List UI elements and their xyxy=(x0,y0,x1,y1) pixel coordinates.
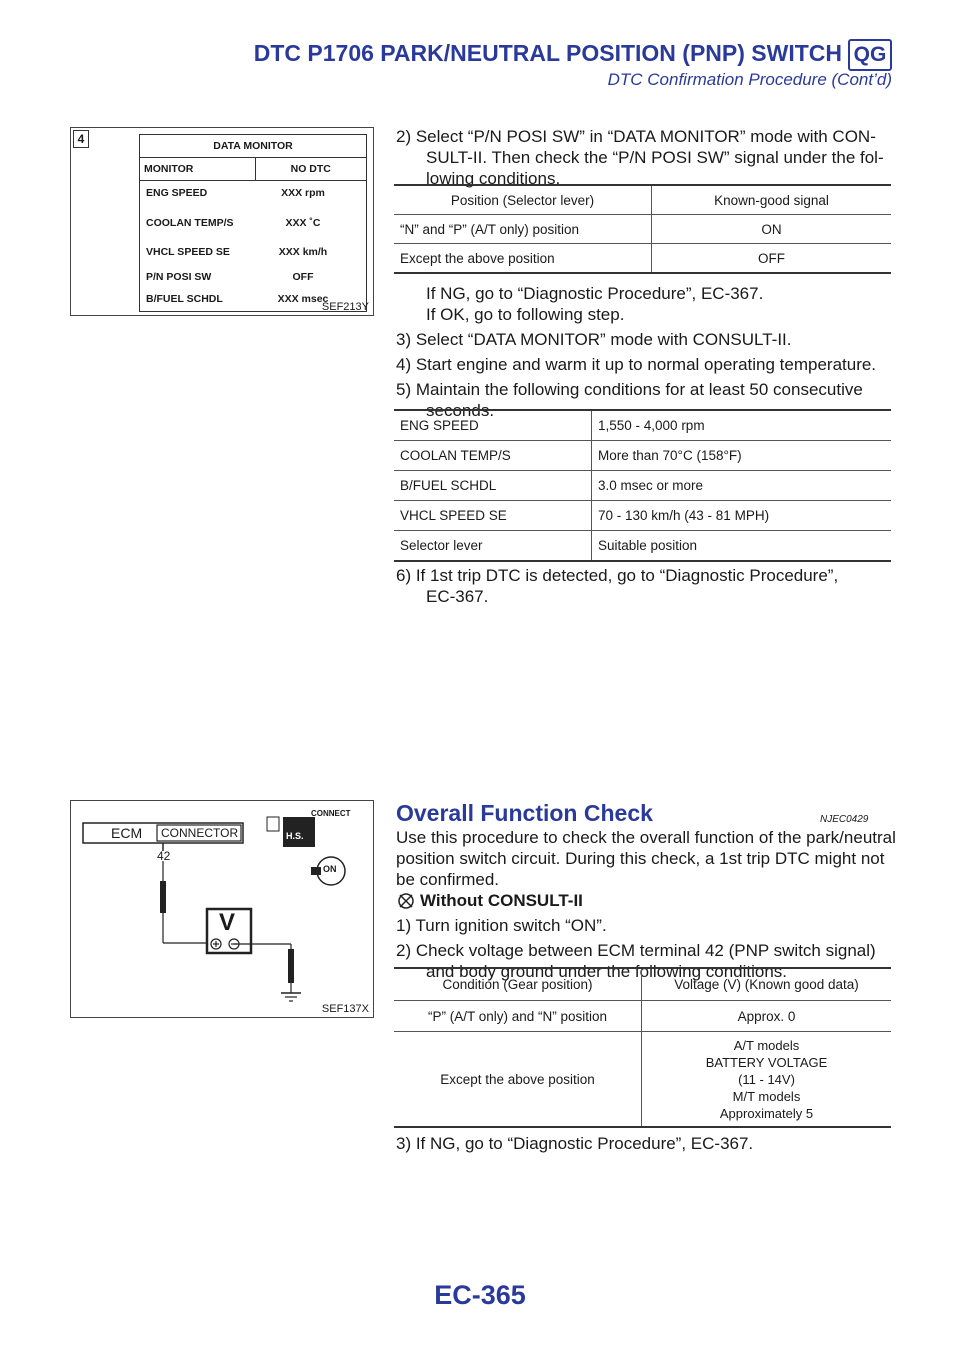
table-row: Selector lever Suitable position xyxy=(394,531,891,562)
monitor-row: VHCL SPEED SE XXX km/h xyxy=(146,246,328,258)
table-row: B/FUEL SCHDL 3.0 msec or more xyxy=(394,471,891,501)
figure-number-box: 4 xyxy=(73,130,89,148)
monitor-row: ENG SPEED XXX rpm xyxy=(146,187,325,199)
connect-label: CONNECT xyxy=(311,809,351,818)
page-header-subtitle: DTC Confirmation Procedure (Cont’d) xyxy=(607,70,892,89)
data-monitor-screen xyxy=(139,134,367,312)
engine-code-badge: QG xyxy=(848,39,892,71)
table-header-row: Condition (Gear position) Voltage (V) (Known good data) xyxy=(394,968,891,1001)
ecm-connector-figure xyxy=(70,800,374,1018)
figure-id: SEF137X xyxy=(321,1003,369,1015)
voltmeter-label: V xyxy=(219,909,236,936)
step-3-text: 3) If NG, go to “Diagnostic Procedure”, EC-367. xyxy=(396,1134,754,1153)
ignition-on-label: ON xyxy=(323,864,337,874)
page-number: EC-365 xyxy=(434,1280,526,1310)
section-code: NJEC0429 xyxy=(820,814,869,825)
table-row: Except the above position A/T models BATTERY VOLTAGE (11 - 14V) M/T models Approximately 5 xyxy=(394,1032,891,1128)
data-monitor-title: DATA MONITOR xyxy=(140,135,366,158)
page-header-title: DTC P1706 PARK/NEUTRAL POSITION (PNP) SWITCH xyxy=(253,40,842,66)
no-consult-icon xyxy=(396,891,416,911)
step-6-text: 6) If 1st trip DTC is detected, go to “Diagnostic Procedure”, EC-367. xyxy=(396,566,839,606)
table-row: “P” (A/T only) and “N” position Approx. 0 xyxy=(394,1001,891,1032)
ecm-label: ECM xyxy=(111,825,143,841)
after-table-text: If NG, go to “Diagnostic Procedure”, EC-367. If OK, go to following step. 3) Select “DATA MONITOR” mode with CONSULT-II. 4) Start engine and warm it up to normal operating temperature. 5) Maintain the following conditions for at least 50 consecutive seconds. xyxy=(396,284,877,420)
data-monitor-figure xyxy=(70,127,374,316)
connector-label: CONNECTOR xyxy=(161,826,239,840)
driving-conditions-table xyxy=(394,409,891,562)
table-row: VHCL SPEED SE 70 - 130 km/h (43 - 81 MPH) xyxy=(394,501,891,531)
table-header-row: Position (Selector lever) Known-good signal xyxy=(394,185,891,215)
monitor-row: COOLAN TEMP/S XXX ˚C xyxy=(146,217,321,229)
table-row: “N” and “P” (A/T only) position ON xyxy=(394,215,891,244)
section-intro: Use this procedure to check the overall function of the park/neutral position switch circuit. During this check, a 1st trip DTC might not be confirmed. Without CONSULT-II 1) Turn ignition switch “ON”. 2) Check voltage between ECM terminal 42 (PNP switch signal) and body ground under the following conditions. xyxy=(396,828,896,981)
voltage-check-table xyxy=(394,967,891,1128)
monitor-row: B/FUEL SCHDL XXX msec xyxy=(146,293,329,305)
terminal-number: 42 xyxy=(157,849,171,863)
monitor-label: MONITOR xyxy=(144,163,194,175)
no-dtc-label: NO DTC xyxy=(255,158,367,180)
data-monitor-subheader xyxy=(140,158,366,181)
harness-side-label: H.S. xyxy=(286,831,304,841)
table-row: COOLAN TEMP/S More than 70°C (158°F) xyxy=(394,441,891,471)
figure-id: SEF213Y xyxy=(321,301,369,313)
table-row: ENG SPEED 1,550 - 4,000 rpm xyxy=(394,410,891,441)
monitor-row: P/N POSI SW OFF xyxy=(146,271,314,283)
section-title: Overall Function Check xyxy=(396,800,653,826)
table-row: Except the above position OFF xyxy=(394,244,891,274)
pnp-signal-table xyxy=(394,184,891,274)
step-2-text: 2) Select “P/N POSI SW” in “DATA MONITOR” mode with CON- SULT-II. Then check the “P/N POSI SW” signal under the fol- lowing conditions. xyxy=(396,127,884,188)
